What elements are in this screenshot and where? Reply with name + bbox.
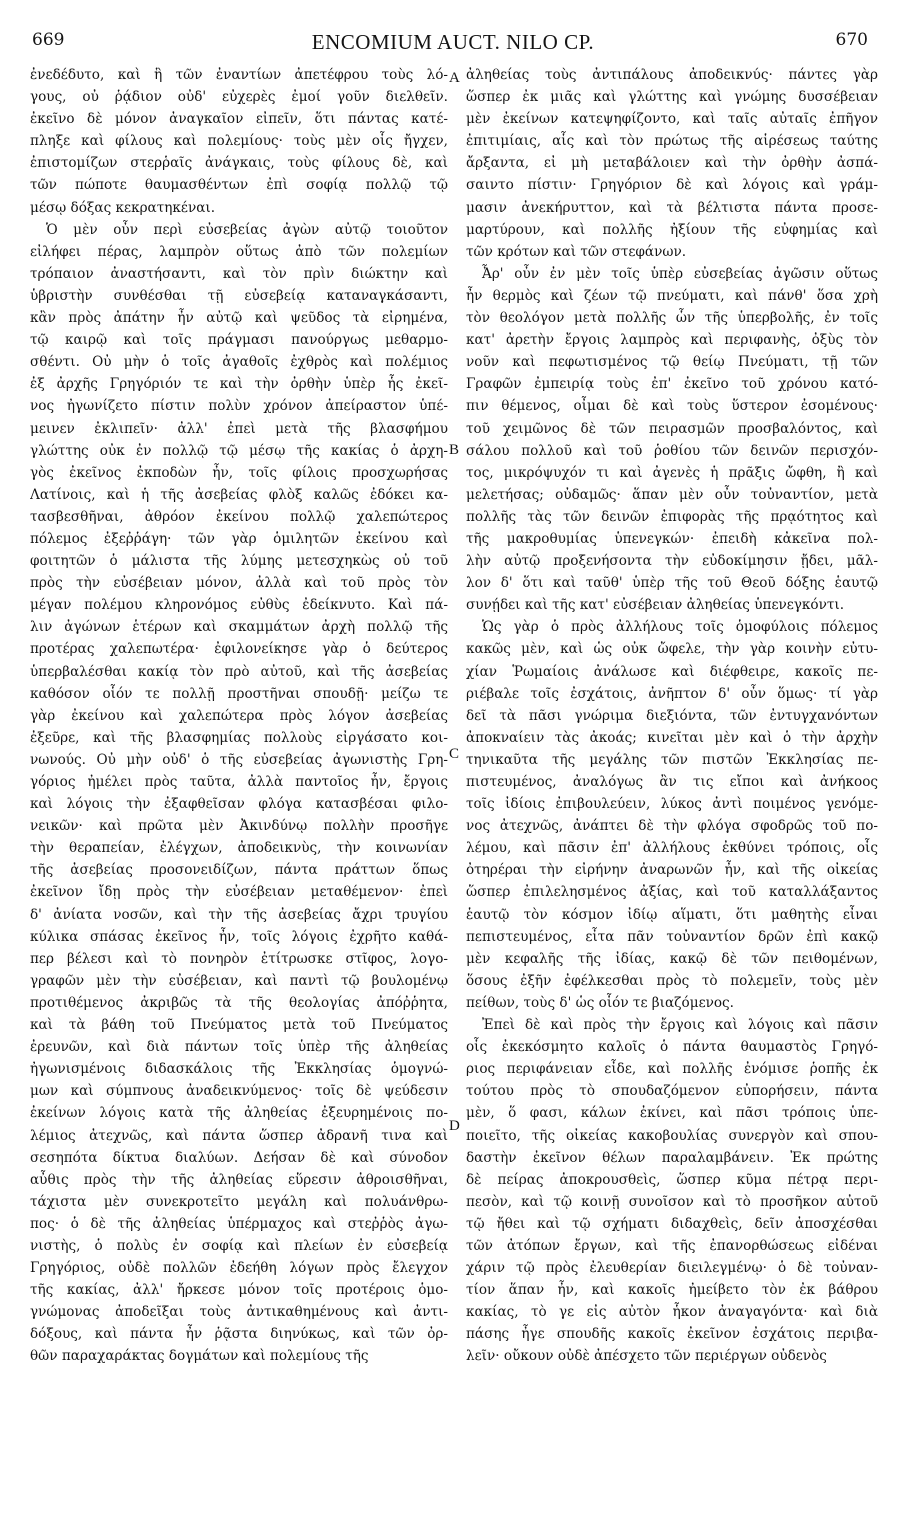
section-marker-d: D [449, 1118, 460, 1134]
text-line: ἑαυτῷ τὸν κόσμον ἰδίῳ αἵματι, ὅτι μαθητὴς εἶναι [466, 906, 878, 923]
text-line: λον δ' ὅτι καὶ ταῦθ' ὑπὲρ τῆς τοῦ Θεοῦ δόξης ἑαυτῷ [466, 575, 878, 592]
text-line: σεσηπότα δίκτυα διαλύων. Δεήσαν δὲ καὶ σύνοδον [30, 1149, 448, 1166]
text-line: λὴν αὐτῷ προξενήσοντα τὴν εὐδοκίμησιν ᾔδει, μᾶλ- [466, 553, 878, 570]
text-line: ἐρευνῶν, καὶ διὰ πάντων τοῖς ὑπὲρ τῆς ἀληθείας [30, 1039, 448, 1056]
text-line: φοιτητῶν ὁ μάλιστα τῆς λύμης μετεσχηκὼς οὐ τοῦ [30, 553, 448, 570]
text-line: τοῦ χειμῶνος δὲ τῶν πειρασμῶν προσβαλόντος, καὶ [466, 420, 878, 437]
text-line: πρὸς τὴν εὐσέβειαν μόνον, ἀλλὰ καὶ τοῦ πρὸς τὸν [30, 575, 448, 592]
text-line: ὥσπερ ἐκ μιᾶς καὶ γλώττης καὶ γνώμης δυσσέβειαν [466, 89, 878, 106]
section-marker-b: B [449, 442, 460, 458]
text-line: κἂν πρὸς ἀπάτην ἦν αὐτῷ καὶ ψεῦδος τὰ εἰρημένα, [30, 310, 448, 327]
text-line: εἰλήφει πέρας, λαμπρὸν οὕτως ἀπὸ τῶν πολεμίων [30, 243, 448, 260]
text-line: τὴν θεραπείαν, ἐλέγχων, ἀποδεικνὺς, τὴν κοινωνίαν [30, 840, 448, 857]
text-line: πιστευμένος, ἀναλόγως ἂν τις εἴποι καὶ ἀνήκοος [466, 774, 878, 790]
text-line: δεῖ τὰ πᾶσι γνώριμα διεξιόντα, τῶν ἐντυγχανόντων [466, 707, 878, 724]
running-title: ENCOMIUM AUCT. NILO CP. [311, 30, 595, 54]
text-line: ἀληθείας τοὺς ἀντιπάλους ἀποδεικνύς· πάντες γὰρ [466, 67, 878, 83]
text-line: πείθων, τοὺς δ' ὡς οἷόν τε βιαζόμενος. [466, 994, 734, 1011]
text-line: τῶν πώποτε θαυμασθέντων ἐπὶ σοφίᾳ πολλῷ τῷ [30, 177, 448, 194]
text-line: ἀποκναίειν τὰς ἀκοάς; κινεῖται μὲν καὶ ὁ τὴν ἀρχὴν [466, 729, 878, 746]
text-line: ὑβριστὴν συνθέσθαι τῇ εὐσεβείᾳ καταναγκάσαντι, [30, 287, 448, 304]
text-line: τὸν θεολόγον μετὰ πολλῆς ὧν τῆς ὑπερβολῆς, ἐν τοῖς [466, 310, 878, 327]
text-line: Ἆρ' οὖν ἐν μὲν τοῖς ὑπὲρ εὐσεβείας ἀγῶσιν οὕτως [482, 265, 878, 282]
text-line: σαιντο πίστιν· Γρηγόριον δὲ καὶ λόγοις καὶ γράμ- [466, 177, 878, 194]
text-line: λέμιος ἀτεχνῶς, καὶ πάντα ὥσπερ ἀδρανῆ τινα καὶ [30, 1127, 448, 1144]
text-line: νωνούς. Οὐ μὴν οὐδ' ὁ τῆς εὐσεβείας ἀγωνιστὴς Γρη- [30, 751, 448, 768]
text-line: τίον ἅπαν ἦν, καὶ κακοῖς ἠμείβετο τὸν ἐκ βάθρου [466, 1282, 878, 1299]
text-line: γνώμονας ἀποδεῖξαι τοὺς ἀντικαθημένους καὶ ἀντι- [30, 1304, 448, 1321]
text-line: αὖθις πρὸς τὴν τῆς ἀληθείας εὕρεσιν ἀθροισθῆναι, [30, 1171, 448, 1188]
text-line: γλώττης οὐκ ἐν πολλῷ τῷ μέσῳ τῆς κακίας ὁ ἀρχη- [30, 442, 448, 459]
text-line: πάσης ἦγε σπουδῆς κακοῖς ἐκεῖνον ἐσχάτοις περιβα- [466, 1326, 878, 1343]
text-line: λέμου, καὶ πᾶσιν ἐπ' ἀλλήλους ἐκθύνει τρόποις, οἷς [466, 840, 878, 857]
text-line: μων καὶ σύμπνους ἀναδεικνύμενος· τοῖς δὲ ψεύδεσιν [30, 1083, 448, 1100]
text-line: τηνικαῦτα τῆς μεγάλης τῶν πιστῶν Ἐκκλησίας πε- [466, 751, 878, 768]
text-line: χάριν τῷ πρὸς ἐλευθερίαν διειλεγμένῳ· ὁ δὲ τοὐναν- [466, 1260, 878, 1277]
text-line: τῆς κακίας, ἀλλ' ἤρκεσε μόνον τοῖς προτέροις ὁμο- [30, 1282, 448, 1299]
text-line: ὑπερβαλέσθαι κακίᾳ τὸν πρὸ αὐτοῦ, καὶ τῆς ἀσεβείας [30, 663, 448, 680]
text-line: μέσῳ δόξας κεκρατηκέναι. [30, 199, 216, 216]
text-line: γους, οὐ ῥᾴδιον οὐδ' εὐχερὲς ἐμοί γοῦν διελθεῖν. [30, 89, 448, 106]
text-line: γὸς ἐκεῖνος ἐκποδὼν ἦν, τοῖς φίλοις προσχωρήσας [30, 464, 448, 481]
text-line: πληξε καὶ φίλους καὶ πολεμίους· τοὺς μὲν οἷς ἤγχεν, [30, 133, 448, 150]
text-line: τῶν κρότων καὶ τῶν στεφάνων. [466, 243, 687, 260]
text-line: περ βέλεσι καὶ τὸ πονηρὸν ἐτίτρωσκε στῖφος, λογο- [30, 950, 448, 967]
text-line: κύλικα σπάσας ἐκεῖνος ἦν, τοῖς λόγοις ἐχρῆτο καθά- [30, 928, 448, 945]
text-line: πος· ὁ δὲ τῆς ἀληθείας ὑπέρμαχος καὶ στεῤῥὸς ἀγω- [30, 1215, 448, 1232]
text-line: τούτου πρὸς τὸ σπουδαζόμενον εὐπορήσειν, πάντα [466, 1083, 878, 1100]
text-line: οἷς ἐκεκόσμητο καλοῖς ὁ πάντα θαυμαστὸς Γρηγό- [466, 1039, 878, 1056]
text-line: ἐνεδέδυτο, καὶ ἣ τῶν ἐναντίων ἀπετέφρου τοὺς λό- [30, 67, 448, 83]
text-line: ἠγωνισμένοις διδασκάλοις τῆς Ἐκκλησίας ὁμογνώ- [30, 1061, 448, 1078]
text-line: ὅσους ἐξῆν ἐφέλκεσθαι πρὸς τὸ πολεμεῖν, τοὺς μὲν [466, 972, 878, 989]
text-line: μέγαν πολέμου κληρονόμος εὐθὺς ἐδείκνυτο. Καὶ πά- [30, 597, 448, 614]
page-header [0, 30, 906, 60]
text-line: κακίας, τὸ γε εἰς αὐτὸν ἧκον ἀναγαγόντα· καὶ διὰ [466, 1304, 878, 1321]
text-line: τοῖς ἰδίοις ἐπιβουλεύειν, λύκος ἀντὶ ποιμένος γενόμε- [466, 796, 878, 813]
text-line: Λατίνοις, καὶ ἡ τῆς ἀσεβείας φλὸξ καλῶς ἐδόκει κα- [30, 486, 448, 503]
text-line: καὶ τὰ βάθη τοῦ Πνεύματος μετὰ τοῦ Πνεύματος [30, 1017, 448, 1034]
text-line: τῆς ἀσεβείας προσονειδίζων, πάντα πράττων ὅπως [30, 862, 448, 879]
text-line: σθέντι. Οὐ μὴν ὁ τοῖς ἀγαθοῖς ἐχθρὸς καὶ πολέμιος [30, 354, 448, 371]
text-line: γόριος ἠμέλει πρὸς ταῦτα, ἀλλὰ παντοῖος ἦν, ἔργοις [30, 774, 448, 790]
text-line: δαστὴν ἐκεῖνον θέλων παραλαμβάνειν. Ἐκ πρώτης [466, 1149, 878, 1166]
page-number-left: 669 [32, 30, 65, 50]
text-line: τῆς μακροθυμίας ὑπενεγκών· ἐπειδὴ κἀκεῖνα πολ- [466, 530, 878, 547]
text-line: τῶν ἀτόπων ἔργων, καὶ τῆς ἐπανορθώσεως εἰδέναι [466, 1237, 878, 1254]
text-line: προτιθέμενος ἀκριβῶς τὰ τῆς θεολογίας ἀπόῤῥητα, [30, 994, 448, 1011]
text-line: ἐκεῖνο δὲ μόνον ἀναγκαῖον εἰπεῖν, ὅτι πάντας κατέ- [30, 111, 448, 128]
text-line: κακῶς μὲν, καὶ ὡς οὐκ ὤφελε, τὴν γὰρ κοινὴν εὐτυ- [466, 641, 878, 658]
text-line: τασβεσθῆναι, ἀθρόον ἐκείνου πολλῷ χαλεπώτερος [30, 508, 448, 525]
text-line: σάλου πολλοῦ καὶ τοῦ ῥοθίου τῶν δεινῶν περισχόν- [466, 442, 878, 459]
text-line: μαρτύρουν, καὶ πολλῆς ἠξίουν τῆς εὐφημίας καὶ [466, 221, 878, 238]
text-line: ὀτηρέραι τὴν εἰρήνην ἀναρωνῶν ἦν, καὶ τῆς οἰκείας [466, 862, 878, 879]
text-line: μὲν ἐκείνων κατεψηφίζοντο, καὶ ταῖς αὐταῖς ἐπῆγον [466, 111, 878, 128]
text-line: μασιν ἀνεκήρυττον, καὶ τὰ βέλτιστα πάντα προσε- [466, 199, 878, 216]
text-line: πολλῆς τὰς τῶν δεινῶν ἐπιφορὰς τῆς πρᾳότητος καὶ [466, 508, 878, 525]
text-line: τάχιστα μὲν συνεκροτεῖτο μεγάλη καὶ πολυάνθρω- [30, 1193, 448, 1210]
text-line: τῷ καιρῷ καὶ τοῖς πράγμασι πανούργως μεθαρμο- [30, 332, 448, 349]
text-line: ὥσπερ ἐπιλελησμένος ἀξίας, καὶ τοῦ καταλλάξαντος [466, 884, 878, 901]
text-line: γὰρ ἐκείνου καὶ χαλεπώτερα πρὸς λόγον ἀσεβείας [30, 707, 448, 724]
text-line: προτέρας χαλεπωτέρα· ἐφιλονείκησε γὰρ ὁ δεύτερος [30, 641, 448, 658]
text-line: πεπιστευμένος, εἶτα πᾶν τοὐναντίον δρῶν ἐπὶ κακῷ [466, 928, 878, 945]
text-line: πεσὸν, καὶ τῷ κοινῇ συνοῖσον καὶ τὸ προσῆκον αὐτοῦ [466, 1193, 878, 1210]
text-line: ἄρξαντα, εἰ μὴ μεταβάλοιεν καὶ τὴν ὀρθὴν ἀσπά- [466, 155, 878, 172]
text-line: νοῦν καὶ πεφωτισμένος τῷ θείῳ Πνεύματι, τῇ τῶν [466, 354, 878, 371]
text-line: πιν θέμενος, οἶμαι δὲ καὶ τοὺς ὕστερον ἐσομένους· [466, 398, 878, 415]
text-line: ἐκείνων λόγοις κατὰ τῆς ἀληθείας ἐξευρημένοις πο- [30, 1105, 448, 1122]
text-line: γραφῶν μὲν τὴν εὐσέβειαν, καὶ παντὶ τῷ βουλομένῳ [30, 972, 448, 989]
text-line: μεινεν ἐκλιπεῖν· ἀλλ' ἐπεὶ μετὰ τῆς βλασφήμου [30, 420, 448, 437]
text-line: Γρηγόριος, οὐδὲ πολλῶν ἐδεήθη λόγων πρὸς ἔλεγχον [30, 1260, 448, 1277]
text-line: νος ἠγωνίζετο πίστιν πολὺν χρόνον ἀπείραστον ὑπέ- [30, 398, 448, 415]
text-line: χίαν Ῥωμαίοις ἀνάλωσε καὶ διέφθειρε, κακοῖς πε- [466, 663, 878, 680]
text-line: ριος περιφάνειαν εἶδε, καὶ πολλῆς ἐνόμισε ῥοπῆς ἐκ [466, 1061, 878, 1078]
text-line: νεικῶν· καὶ πρῶτα μὲν Ἀκινδύνῳ πολλὴν προσῆγε [30, 818, 448, 835]
section-marker-c: C [449, 746, 460, 762]
text-line: Ἐπεὶ δὲ καὶ πρὸς τὴν ἔργοις καὶ λόγοις καὶ πᾶσιν [482, 1017, 878, 1034]
text-line: ἐπιστομίζων στερῥαῖς ἀνάγκαις, τοὺς φίλους δὲ, καὶ [30, 155, 448, 172]
text-line: Γραφῶν ἐμπειρίᾳ τοὺς ἐπ' ἐκεῖνο τοῦ χρόνου κατό- [466, 376, 878, 393]
text-line: μὲν, ὅ φασι, κάλων ἐκίνει, καὶ πᾶσι τρόποις ὑπε- [466, 1105, 878, 1122]
text-line: κατ' ἀρετὴν ἔργοις λαμπρὸς καὶ περιφανὴς, ὀξὺς τὸν [466, 332, 878, 349]
text-line: μελετήσας; οὐδαμῶς· ἅπαν μὲν οὖν τοὐναντίον, μετὰ [466, 486, 878, 503]
text-line: τῷ ἤθει καὶ τῷ σχήματι διδαχθεὶς, δεῖν ἀποσχέσθαι [466, 1215, 878, 1232]
text-line: ποιεῖτο, τῆς οἰκείας κακοβουλίας συνεργὸν καὶ σπου- [466, 1127, 878, 1144]
text-line: λεῖν· οὔκουν οὐδὲ ἀπέσχετο τῶν περιέργων οὐδενὸς [466, 1348, 827, 1365]
text-line: νιστὴς, ὁ πολὺς ἐν σοφίᾳ καὶ πλείων ἐν εὐσεβείᾳ [30, 1237, 448, 1254]
text-line: δὲ πείρας ἀποκρουσθεὶς, ὥσπερ κῦμα πέτρᾳ περι- [466, 1171, 878, 1188]
text-line: θῶν παραχαράκτας δογμάτων καὶ πολεμίους τῆς [30, 1348, 369, 1365]
right-text-column [466, 64, 878, 1368]
text-line: λιν ἀγώνων ἑτέρων καὶ σκαμμάτων ἀρχὴ πολλῷ τῆς [30, 619, 448, 636]
text-line: δόξους, καὶ πάντα ἦν ῥᾷστα διηνύκως, καὶ τῶν ὀρ- [30, 1326, 448, 1343]
text-line: μὲν κεφαλῆς τῆς ἰδίας, κακῷ δὲ τῶν πειθομένων, [466, 950, 878, 967]
text-line: νος ἀτεχνῶς, ἀνάπτει δὲ τὴν φλόγα σφοδρῶς τοῦ πο- [466, 818, 878, 835]
text-line: καθόσον οἷόν τε πολλῇ προστῆναι σπουδῇ· μείζω τε [30, 685, 448, 702]
text-line: τρόπαιον ἀναστήσαντι, καὶ τὸν πρὶν διώκτην καὶ [30, 265, 448, 282]
section-marker-a: A [449, 70, 460, 86]
text-line: ἐπιτιμίαις, αἷς καὶ τὸν πρώτως τῆς αἱρέσεως ταύτης [466, 133, 878, 150]
text-line: συνῄδει καὶ τῆς κατ' εὐσέβειαν ἀληθείας ὑπενεγκόντι. [466, 597, 845, 614]
left-text-column [30, 64, 448, 1368]
text-line: τος, μικρόψυχόν τι καὶ ἀγενὲς ἡ πρᾶξις ὤφθη, ἢ καὶ [466, 464, 878, 481]
text-line: Ὡς γὰρ ὁ πρὸς ἀλλήλους τοῖς ὁμοφύλοις πόλεμος [482, 619, 878, 636]
text-line: δ' ἀνίατα νοσῶν, καὶ τὴν τῆς ἀσεβείας ἄχρι τρυγίου [30, 906, 448, 923]
text-line: ριέβαλε τοῖς ἐσχάτοις, ἀνῆπτον δ' οὖν ὅμως· τί γὰρ [466, 685, 878, 702]
text-line: ἐκεῖνον ἴδῃ πρὸς τὴν εὐσέβειαν μεταθέμενον· ἐπεὶ [30, 884, 448, 901]
text-line: Ὁ μὲν οὖν περὶ εὐσεβείας ἀγὼν αὐτῷ τοιοῦτον [46, 221, 448, 238]
page-number-right: 670 [835, 30, 868, 50]
text-line: καὶ λόγοις τὴν ἐξαφθεῖσαν φλόγα κατασβέσαι φιλο- [30, 796, 448, 813]
text-line: ἐξ ἀρχῆς Γρηγόριόν τε καὶ τὴν ὀρθὴν ὑπὲρ ἧς ἐκεῖ- [30, 376, 448, 393]
text-line: ἐξεῦρε, καὶ τῆς βλασφημίας πολλοὺς εἰργάσατο κοι- [30, 729, 448, 746]
text-line: πόλεμος ἐξεῤῥάγη· τῶν γὰρ ὁμιλητῶν ἐκείνου καὶ [30, 530, 448, 547]
text-line: ἦν θερμὸς καὶ ζέων τῷ πνεύματι, καὶ πάνθ' ὅσα χρὴ [466, 287, 878, 304]
